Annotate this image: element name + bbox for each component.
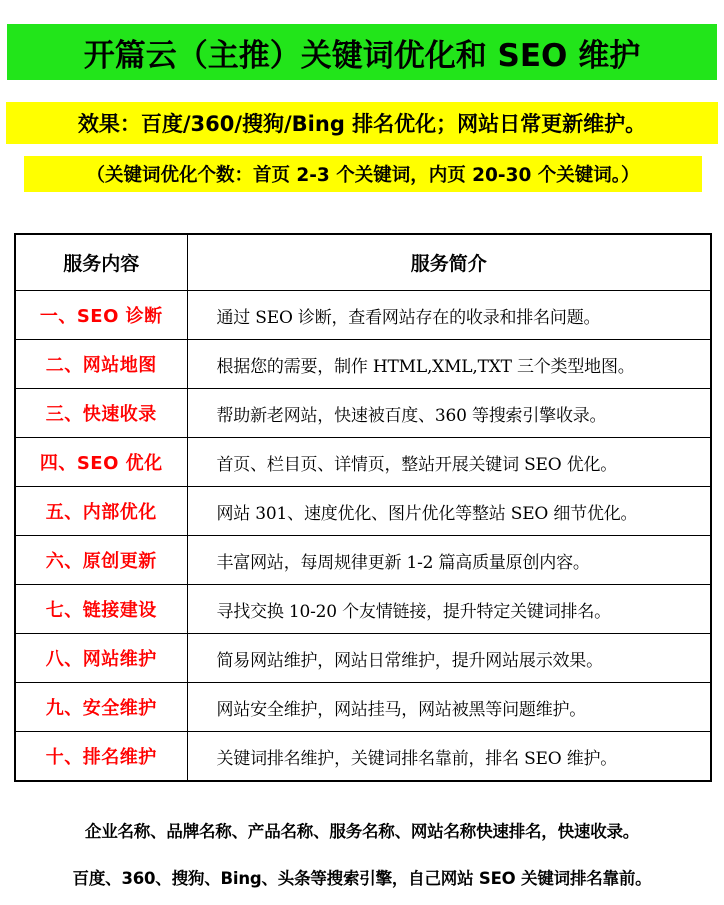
service-name: 八、网站维护: [15, 634, 187, 683]
column-header-service: 服务内容: [15, 234, 187, 291]
table-row: [15, 340, 711, 389]
service-name: 十、排名维护: [15, 732, 187, 782]
table-row: [15, 438, 711, 487]
service-name: 九、安全维护: [15, 683, 187, 732]
table-row: [15, 634, 711, 683]
table-row: [15, 291, 711, 340]
service-name: 七、链接建设: [15, 585, 187, 634]
table-row: [15, 732, 711, 782]
footer-note-engines: 百度、360、搜狗、Bing、头条等搜索引擎，自己网站 SEO 关键词排名靠前。: [72, 869, 652, 888]
service-description: 丰富网站，每周规律更新 1-2 篇高质量原创内容。: [187, 536, 711, 585]
service-description: 网站安全维护，网站挂马，网站被黑等问题维护。: [187, 683, 711, 732]
table-header-row: [15, 234, 711, 291]
service-description: 网站 301、速度优化、图片优化等整站 SEO 细节优化。: [187, 487, 711, 536]
service-description: 简易网站维护，网站日常维护，提升网站展示效果。: [187, 634, 711, 683]
service-description: 寻找交换 10-20 个友情链接，提升特定关键词排名。: [187, 585, 711, 634]
footer-note-ranking: 企业名称、品牌名称、产品名称、服务名称、网站名称快速排名，快速收录。: [84, 822, 640, 841]
service-description: 根据您的需要，制作 HTML,XML,TXT 三个类型地图。: [187, 340, 711, 389]
services-table: [14, 233, 712, 782]
service-name: 一、SEO 诊断: [15, 291, 187, 340]
table-row: [15, 585, 711, 634]
keyword-count-note: （关键词优化个数：首页 2-3 个关键词，内页 20-30 个关键词。）: [24, 156, 702, 192]
service-name: 三、快速收录: [15, 389, 187, 438]
service-description: 帮助新老网站，快速被百度、360 等搜索引擎收录。: [187, 389, 711, 438]
table-row: [15, 683, 711, 732]
table-row: [15, 536, 711, 585]
service-description: 首页、栏目页、详情页，整站开展关键词 SEO 优化。: [187, 438, 711, 487]
service-description: 关键词排名维护，关键词排名靠前，排名 SEO 维护。: [187, 732, 711, 782]
service-description: 通过 SEO 诊断，查看网站存在的收录和排名问题。: [187, 291, 711, 340]
column-header-description: 服务简介: [187, 234, 711, 291]
service-name: 二、网站地图: [15, 340, 187, 389]
table-row: [15, 389, 711, 438]
service-name: 四、SEO 优化: [15, 438, 187, 487]
table-row: [15, 487, 711, 536]
service-name: 六、原创更新: [15, 536, 187, 585]
service-name: 五、内部优化: [15, 487, 187, 536]
effect-summary: 效果：百度/360/搜狗/Bing 排名优化；网站日常更新维护。: [6, 102, 718, 144]
page-title: 开篇云（主推）关键词优化和 SEO 维护: [7, 24, 717, 80]
